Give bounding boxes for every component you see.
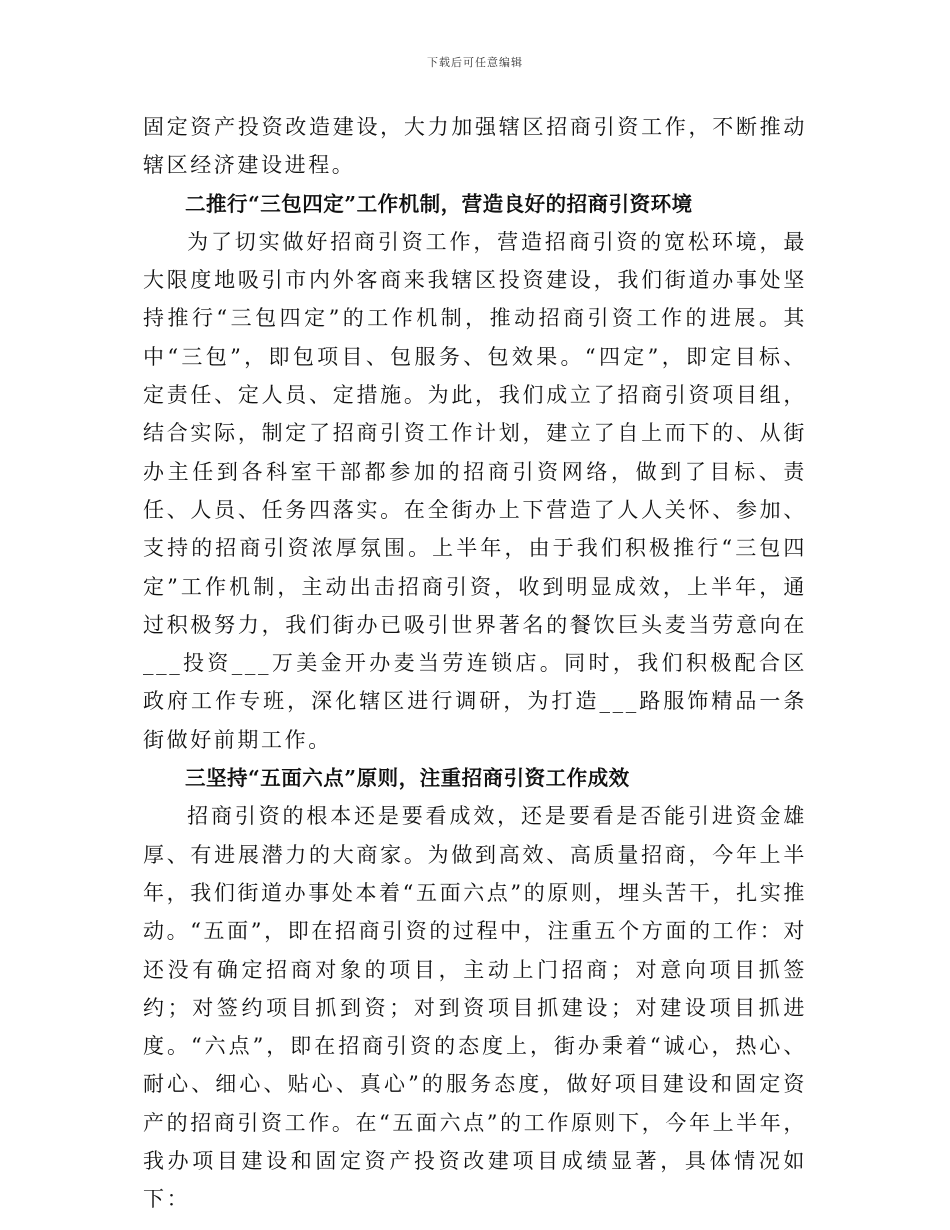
paragraph-three-packages-four-fixes: 为了切实做好招商引资工作，营造招商引资的宽松环境，最大限度地吸引市内外客商来我辖区投资建设，我们街道办事处坚持推行“三包四定”的工作机制，推动招商引资工作的进展。其中“三包”，即包项目、包服务、包效果。“四定”，即定目标、定责任、定人员、定措施。为此，我们成立了招商引资项目组，结合实际，制定了招商引资工作计划，建立了自上而下的、从街办主任到各科室干部都参加的招商引资网络，做到了目标、责任、人员、任务四落实。在全街办上下营造了人人关怀、参加、支持的招商引资浓厚氛围。上半年，由于我们积极推行“三包四定”工作机制，主动出击招商引资，收到明显成效，上半年，通过积极努力，我们街办已吸引世界著名的餐饮巨头麦当劳意向在___投资___万美金开办麦当劳连锁店。同时，我们积极配合区政府工作专班，深化辖区进行调研，为打造___路服饰精品一条街做好前期工作。 (143, 229, 807, 752)
section-heading-two: 二推行“三包四定”工作机制，营造良好的招商引资环境 (185, 191, 693, 216)
paragraph-five-aspects-six-points: 招商引资的根本还是要看成效，还是要看是否能引进资金雄厚、有进展潜力的大商家。为做到高效、高质量招商，今年上半年，我们街道办事处本着“五面六点”的原则，埋头苦干，扎实推动。“五面”，即在招商引资的过程中，注重五个方面的工作：对还没有确定招商对象的项目，主动上门招商；对意向项目抓签约；对签约项目抓到资；对到资项目抓建设；对建设项目抓进度。“六点”，即在招商引资的态度上，街办秉着“诚心，热心、耐心、细心、贴心、真心”的服务态度，做好项目建设和固定资产的招商引资工作。在“五面六点”的工作原则下，今年上半年，我办项目建设和固定资产投资改建项目成绩显著，具体情况如下： (143, 804, 807, 1212)
section-heading-three: 三坚持“五面六点”原则，注重招商引资工作成效 (185, 766, 630, 791)
page-header-note: 下载后可任意编辑 (427, 56, 523, 69)
paragraph-continued: 固定资产投资改造建设，大力加强辖区招商引资工作，不断推动辖区经济建设进程。 (143, 115, 807, 178)
document-body (143, 108, 807, 1219)
